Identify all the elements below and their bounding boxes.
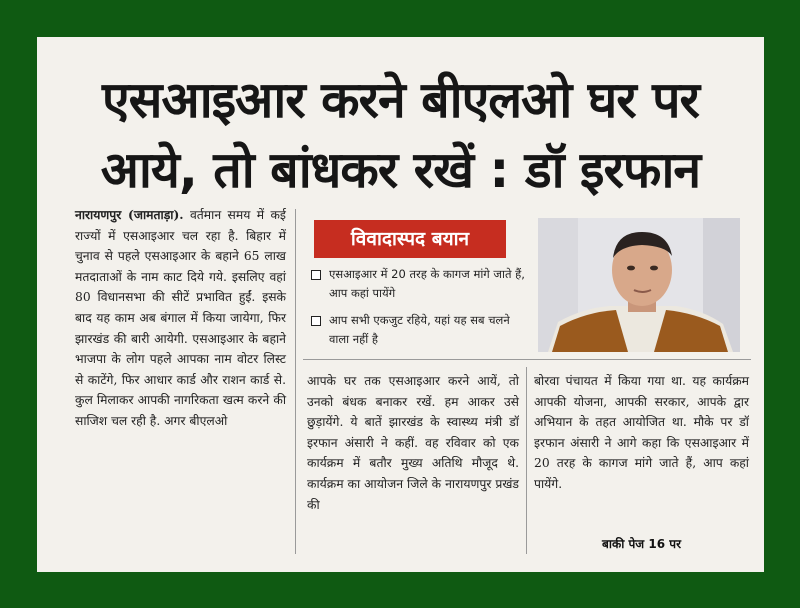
column-divider bbox=[295, 209, 296, 554]
column-divider bbox=[526, 367, 527, 554]
headline-line-2: आये, तो बांधकर रखें : डॉ इरफान bbox=[100, 141, 701, 199]
quote-item bbox=[311, 311, 531, 348]
quote-text: आप सभी एकजुट रहिये, यहां यह सब चलने वाला नहीं है bbox=[329, 313, 510, 346]
newspaper-clipping bbox=[37, 37, 764, 572]
article-column-3: बोरवा पंचायत में किया गया था. यह कार्यक्रम आपकी योजना, आपकी सरकार, आपके द्वार अभियान के तहत आयोजित था. मौके पर डॉ इरफान अंसारी ने आगे कहा कि एसआइआर में 20 तरह के कागज मांगे जाते हैं, आप कहां पायेंगे. bbox=[534, 374, 749, 491]
continued-on-page: बाकी पेज 16 पर bbox=[602, 537, 681, 551]
quote-text: एसआइआर में 20 तरह के कागज मांगे जाते हैं, आप कहां पायेंगे bbox=[329, 267, 525, 300]
dateline: नारायणपुर (जामताड़ा). bbox=[75, 207, 184, 222]
bullet-box-icon bbox=[311, 270, 321, 280]
article-column-2: आपके घर तक एसआइआर करने आयें, तो उनको बंधक बनाकर रखें. हम आकर उसे छुड़ायेंगे. ये बातें झारखंड के स्वास्थ्य मंत्री डॉ इरफान अंसारी ने कहीं. वह रविवार को एक कार्यक्रम में बतौर मुख्य अतिथि मौजूद थे. कार्यक्रम का आयोजन जिले के नारायणपुर प्रखंड की bbox=[307, 374, 519, 512]
portrait-illustration bbox=[538, 218, 740, 352]
minister-photo bbox=[538, 218, 740, 352]
column-1-text: वर्तमान समय में कई राज्यों में एसआइआर चल रहा है. बिहार में चुनाव से पहले एसआइआर के बहाने 65 लाख मतदाताओं के नाम काट दिये गये. इसलिए वहां 80 विधानसभा की सीटें प्रभावित हुईं. इसके बाद यह काम अब बंगाल में किया जायेगा, फिर झारखंड की बारी आयेगी. एसआइआर के बहाने भाजपा के लोग पहले आपका नाम वोटर लिस्ट से काटेंगे, फिर आधार कार्ड और राशन कार्ड से. कुल मिलाकर आपकी नागरिकता खत्म करने की साजिश चल रही है. अगर बीएलओ bbox=[75, 208, 286, 428]
section-divider bbox=[303, 359, 751, 360]
sidebar-title-banner: विवादास्पद बयान bbox=[314, 220, 506, 258]
quote-list bbox=[311, 265, 531, 357]
quote-item bbox=[311, 265, 531, 302]
bullet-box-icon bbox=[311, 316, 321, 326]
headline-line-1: एसआइआर करने बीएलओ घर पर bbox=[102, 71, 699, 129]
article-column-1 bbox=[75, 205, 286, 432]
